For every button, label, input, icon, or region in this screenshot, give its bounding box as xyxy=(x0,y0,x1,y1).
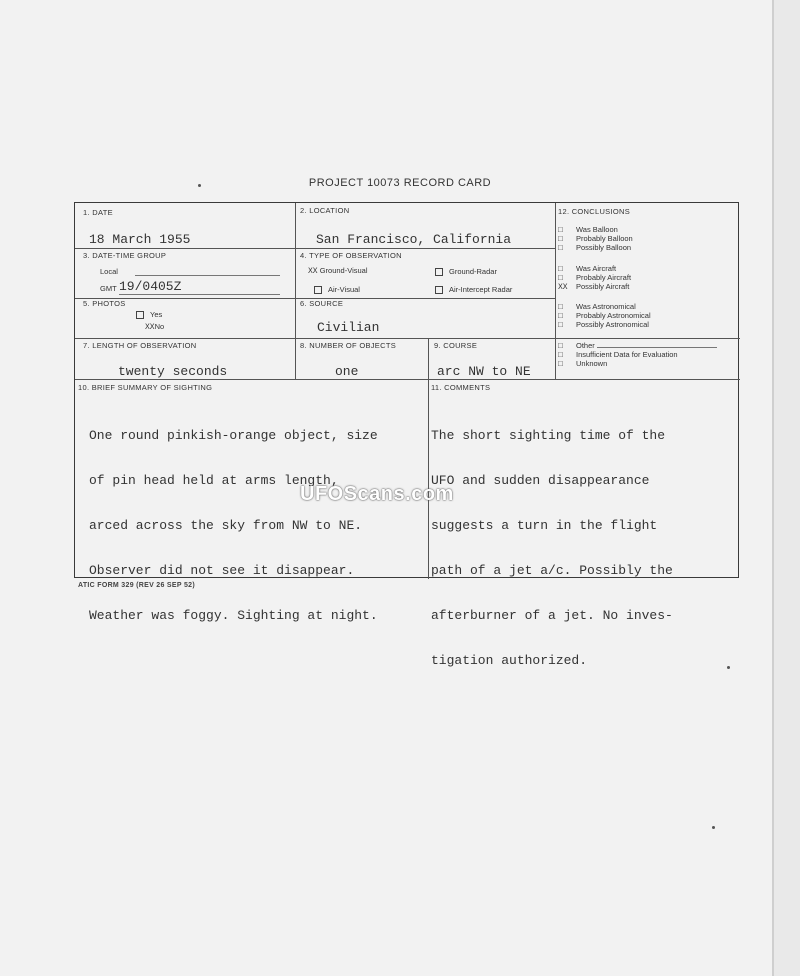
photos-no-mark: XX xyxy=(145,323,155,332)
conclusion-item: □ Other xyxy=(558,341,717,351)
rule-row4 xyxy=(75,379,740,380)
conclusion-item: XX Possibly Aircraft xyxy=(558,282,630,292)
summary-line: One round pinkish-orange object, size xyxy=(89,428,378,443)
conclusion-item: □ Probably Astronomical xyxy=(558,311,651,321)
conclusion-item: □ Possibly Astronomical xyxy=(558,320,649,330)
photos-yes xyxy=(136,310,162,319)
conclusion-item: □ Probably Aircraft xyxy=(558,273,632,283)
comments-line: tigation authorized. xyxy=(431,653,588,668)
number-label: 8. NUMBER OF OBJECTS xyxy=(300,341,397,350)
location-label: 2. LOCATION xyxy=(300,206,350,215)
type-air-intercept xyxy=(435,285,512,294)
source-label: 6. SOURCE xyxy=(300,299,344,308)
summary-line: arced across the sky from NW to NE. xyxy=(89,518,363,533)
conclusion-item: □ Was Balloon xyxy=(558,225,618,235)
type-ground-radar xyxy=(435,267,497,276)
type-ground-visual-mark: XX xyxy=(308,267,318,276)
conclusion-checkbox: □ xyxy=(558,351,563,360)
course-label: 9. COURSE xyxy=(434,341,478,350)
comments-line: path of a jet a/c. Possibly the xyxy=(431,563,673,578)
conclusion-checkbox: □ xyxy=(558,360,563,369)
conclusion-item: □ Was Astronomical xyxy=(558,302,636,312)
rule-row3 xyxy=(75,338,740,339)
summary-line: Weather was foggy. Sighting at night. xyxy=(89,608,378,623)
date-label: 1. DATE xyxy=(83,208,113,217)
conclusion-item: □ Was Aircraft xyxy=(558,264,617,274)
comments-label: 11. COMMENTS xyxy=(431,383,491,392)
summary-line: Observer did not see it disappear. xyxy=(89,563,355,578)
number-value: one xyxy=(335,364,359,379)
photos-no-text: No xyxy=(154,322,165,331)
dtg-gmt-line xyxy=(119,294,280,295)
length-value: twenty seconds xyxy=(118,364,228,379)
rule-col1 xyxy=(295,203,296,379)
conclusions-label: 12. CONCLUSIONS xyxy=(558,207,631,216)
speck xyxy=(712,826,715,829)
course-value: arc NW to NE xyxy=(437,364,531,379)
page-edge xyxy=(772,0,800,976)
dtg-gmt-label: GMT xyxy=(100,284,117,293)
comments-line: The short sighting time of the xyxy=(431,428,666,443)
conclusion-item: □ Unknown xyxy=(558,359,608,369)
other-line xyxy=(597,347,717,348)
rule-row1 xyxy=(75,248,555,249)
type-ground-radar-checkbox xyxy=(435,268,443,276)
watermark: UFOScans.com xyxy=(300,483,454,505)
photos-yes-text: Yes xyxy=(150,310,163,319)
type-air-visual-text: Air-Visual xyxy=(328,285,360,294)
speck xyxy=(198,184,201,187)
conclusion-item: □ Probably Balloon xyxy=(558,234,633,244)
dtg-label: 3. DATE-TIME GROUP xyxy=(83,251,167,260)
summary-text xyxy=(89,398,378,653)
type-ground-radar-text: Ground-Radar xyxy=(449,267,497,276)
comments-line: afterburner of a jet. No inves- xyxy=(431,608,673,623)
conclusion-checkbox: □ xyxy=(558,342,563,351)
comments-text xyxy=(431,398,673,698)
type-ground-visual xyxy=(308,266,368,276)
conclusion-checkbox-marked: XX xyxy=(558,283,568,292)
conclusion-checkbox: □ xyxy=(558,321,563,330)
conclusion-item: □ Insufficient Data for Evaluation xyxy=(558,350,678,360)
conclusion-checkbox: □ xyxy=(558,244,563,253)
conclusion-checkbox: □ xyxy=(558,265,563,274)
type-air-visual xyxy=(314,285,360,294)
comments-line: suggests a turn in the flight xyxy=(431,518,658,533)
summary-label: 10. BRIEF SUMMARY OF SIGHTING xyxy=(78,383,213,392)
summary-line: of pin head held at arms length, xyxy=(89,473,339,488)
type-air-visual-checkbox xyxy=(314,286,322,294)
length-label: 7. LENGTH OF OBSERVATION xyxy=(83,341,197,350)
type-air-intercept-checkbox xyxy=(435,286,443,294)
dtg-local-label: Local xyxy=(100,267,118,276)
type-ground-visual-text: Ground-Visual xyxy=(319,266,368,275)
conclusion-checkbox: □ xyxy=(558,235,563,244)
source-value: Civilian xyxy=(317,320,380,335)
conclusion-item: □ Possibly Balloon xyxy=(558,243,632,253)
conclusion-checkbox: □ xyxy=(558,312,563,321)
dtg-local-line xyxy=(135,275,280,276)
photos-yes-checkbox xyxy=(136,311,144,319)
photos-label: 5. PHOTOS xyxy=(83,299,126,308)
rule-col3 xyxy=(428,338,429,579)
speck xyxy=(727,666,730,669)
conclusion-checkbox: □ xyxy=(558,226,563,235)
form-number: ATIC FORM 329 (REV 26 SEP 52) xyxy=(78,582,195,589)
conclusion-checkbox: □ xyxy=(558,274,563,283)
conclusion-checkbox: □ xyxy=(558,303,563,312)
type-air-intercept-text: Air-Intercept Radar xyxy=(449,285,513,294)
dtg-gmt-value: 19/0405Z xyxy=(119,279,182,294)
location-value: San Francisco, California xyxy=(316,232,512,247)
card-title: PROJECT 10073 RECORD CARD xyxy=(308,177,492,189)
date-value: 18 March 1955 xyxy=(89,232,191,247)
type-obs-label: 4. TYPE OF OBSERVATION xyxy=(300,251,402,260)
comments-line: UFO and sudden disappearance xyxy=(431,473,650,488)
rule-col2 xyxy=(555,203,556,379)
photos-no xyxy=(145,322,164,332)
